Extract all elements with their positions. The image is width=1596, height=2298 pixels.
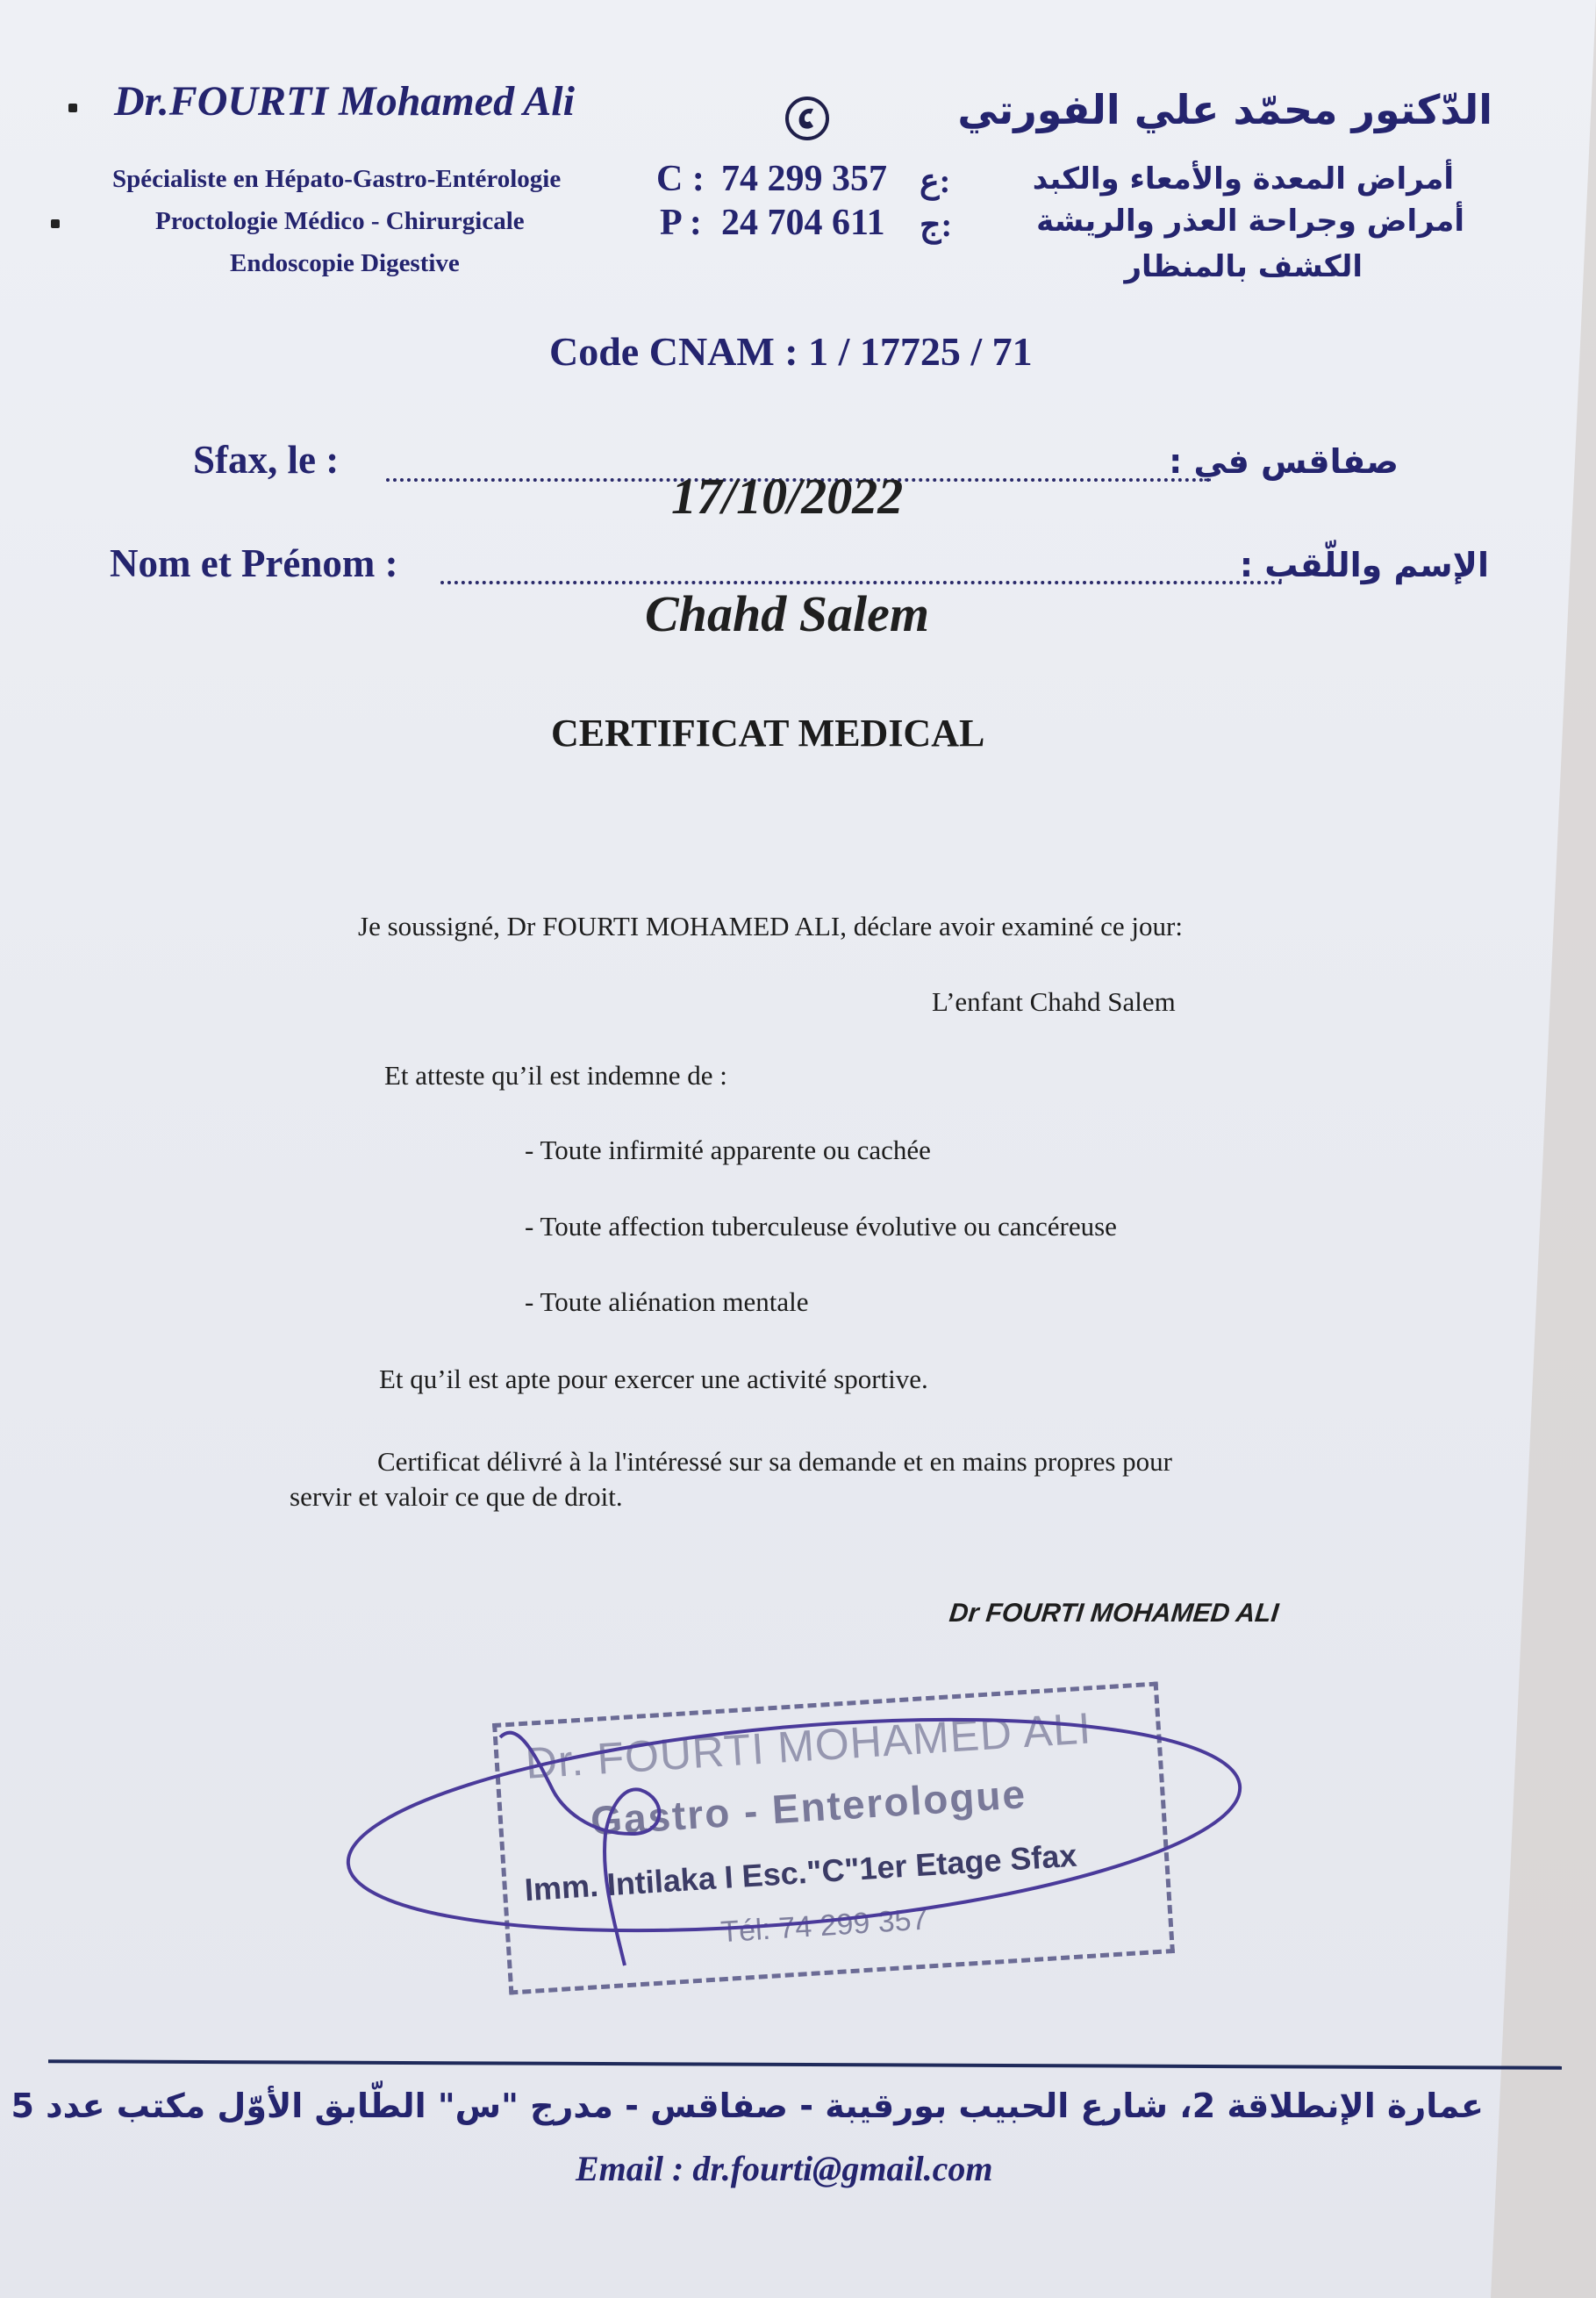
specialty-line-2: Proctologie Médico - Chirurgicale <box>155 207 525 235</box>
stamp-line-4: Tél: 74 299 357 <box>719 1902 929 1950</box>
stamp-line-2: Gastro - Enterologue <box>589 1771 1028 1844</box>
footer-email: Email : dr.fourti@gmail.com <box>576 2149 993 2188</box>
phone-cabinet-number: 74 299 357 <box>721 159 887 199</box>
phone-personal-label: P : <box>660 203 702 243</box>
date-label-ar: صفاقس في : <box>1169 442 1399 481</box>
phone-personal-label-ar: :ج <box>920 207 953 244</box>
footer-address-ar: عمارة الإنطلاقة 2، شارع الحبيب بورقيبة - صفاقس - مدرج "س" الطّابق الأوّل مكتب عدد 5 <box>11 2087 1484 2125</box>
subject-text: L’enfant Chahd Salem <box>932 986 1176 1017</box>
phone-personal-number: 24 704 611 <box>721 203 885 243</box>
specialty-ar-line-2: أمراض وجراحة العذر والريشة <box>1036 204 1464 239</box>
doctor-name-ar: الدّكتور محمّد علي الفورتي <box>957 86 1492 133</box>
page-edge-shadow <box>1491 0 1596 2298</box>
specialty-line-1: Spécialiste en Hépato-Gastro-Entérologie <box>112 165 562 193</box>
footer-divider <box>48 2059 1562 2070</box>
stamp-line-1: Dr. FOURTI MOHAMED ALI <box>524 1703 1093 1788</box>
handwritten-signature <box>298 1702 1263 1983</box>
margin-dot <box>51 219 60 228</box>
date-value: 17/10/2022 <box>671 468 904 525</box>
certificate-title: CERTIFICAT MEDICAL <box>551 712 985 755</box>
phone-cabinet-label: C : <box>656 159 705 199</box>
exclusion-item-1: - Toute infirmité apparente ou cachée <box>525 1135 931 1165</box>
margin-dot <box>68 104 77 112</box>
signature-name: Dr FOURTI MOHAMED ALI <box>948 1599 1280 1628</box>
phone-receiver-icon <box>784 95 831 142</box>
closing-line-2: servir et valoir ce que de droit. <box>290 1481 623 1512</box>
intro-text: Je soussigné, Dr FOURTI MOHAMED ALI, déclare avoir examiné ce jour: <box>358 911 1183 941</box>
specialty-line-3: Endoscopie Digestive <box>230 249 460 277</box>
specialty-ar-line-1: أمراض المعدة والأمعاء والكبد <box>1032 161 1454 197</box>
apt-text: Et qu’il est apte pour exercer une activité sportive. <box>379 1364 928 1394</box>
exclusion-item-2: - Toute affection tuberculeuse évolutive ou cancéreuse <box>525 1211 1117 1242</box>
attests-text: Et atteste qu’il est indemne de : <box>384 1060 727 1091</box>
doctor-name: Dr.FOURTI Mohamed Ali <box>114 78 575 125</box>
name-label-ar: الإسم واللّقب : <box>1239 546 1489 584</box>
code-cnam: Code CNAM : 1 / 17725 / 71 <box>549 329 1033 374</box>
date-label: Sfax, le : <box>193 438 340 482</box>
exclusion-item-3: - Toute aliénation mentale <box>525 1286 809 1317</box>
name-value: Chahd Salem <box>645 585 929 642</box>
closing-line-1: Certificat délivré à la l'intéressé sur sa demande et en mains propres pour <box>377 1446 1172 1477</box>
phone-cabinet-label-ar: :ع <box>920 163 951 200</box>
name-label: Nom et Prénom : <box>110 541 398 585</box>
stamp-line-3: Imm. Intilaka I Esc."C"1er Etage Sfax <box>523 1836 1078 1908</box>
specialty-ar-line-3: الكشف بالمنظار <box>1124 249 1363 284</box>
